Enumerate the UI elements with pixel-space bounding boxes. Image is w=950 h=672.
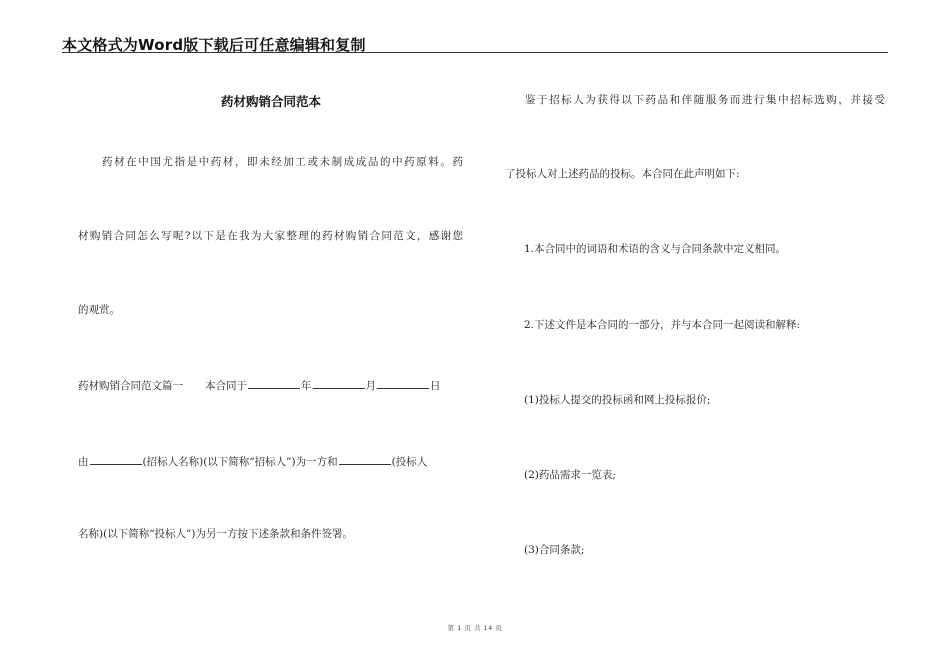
paragraph-line: 的观赏。: [78, 304, 120, 316]
blank-field: [313, 377, 365, 389]
contract-date-label: 本合同于: [205, 380, 247, 392]
header-divider: [62, 52, 888, 53]
paragraph-line: 鉴于招标人为获得以下药品和伴随服务而进行集中招标选购，并接受: [525, 94, 885, 106]
paragraph-line: 了投标人对上述药品的投标。本合同在此声明如下:: [505, 168, 740, 180]
year-label: 年: [301, 380, 312, 392]
section-heading: 药材购销合同范文篇一: [78, 380, 183, 392]
paragraph-line: 名称)(以下简称“投标人”)为另一方按下述条款和条件签署。: [78, 528, 354, 540]
blank-field: [90, 453, 142, 465]
party-b-label: (投标人: [391, 456, 428, 468]
month-label: 月: [365, 380, 376, 392]
party-line: [78, 453, 427, 469]
contract-date-line: [78, 377, 441, 393]
party-a-label: (招标人名称)(以下简称“招标人”)为一方和: [142, 456, 338, 468]
from-label: 由: [78, 456, 89, 468]
clause-item: 2.下述文件是本合同的一部分，并与本合同一起阅读和解释:: [524, 319, 801, 331]
clause-item: 1.本合同中的词语和术语的含义与合同条款中定义相同。: [524, 243, 787, 255]
list-item: (3)合同条款;: [524, 544, 585, 556]
day-label: 日: [430, 380, 441, 392]
list-item: (2)药品需求一览表;: [524, 469, 616, 481]
blank-field: [377, 377, 429, 389]
list-item: (1)投标人提交的投标函和网上投标报价;: [524, 394, 711, 406]
page-number: 第 1 页 共 14 页: [447, 624, 503, 632]
paragraph-line: 材购销合同怎么写呢?以下是在我为大家整理的药材购销合同范文，感谢您: [78, 230, 463, 242]
blank-field: [339, 453, 391, 465]
blank-field: [248, 377, 300, 389]
document-title: 药材购销合同范本: [220, 94, 321, 109]
paragraph-line: 药材在中国尤指是中药材，即未经加工或未制成成品的中药原料。药: [102, 156, 463, 168]
download-banner: 本文格式为Word版下载后可任意编辑和复制: [62, 36, 366, 54]
